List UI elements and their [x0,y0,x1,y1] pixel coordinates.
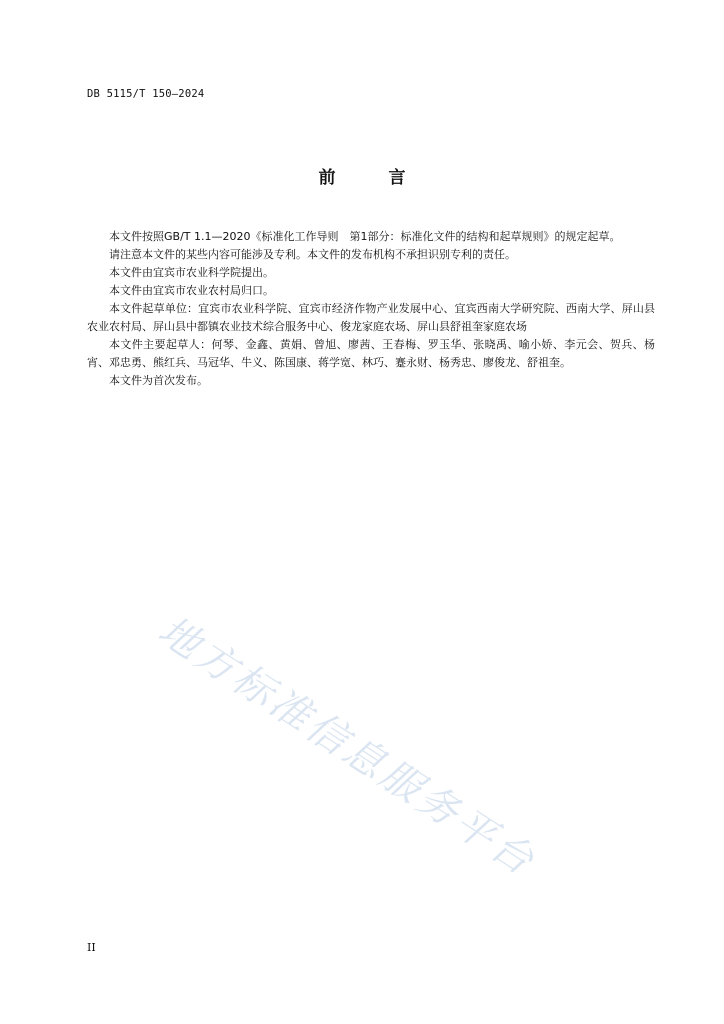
document-code: DB 5115/T 150—2024 [87,88,205,100]
section-title: 前 言 [318,168,424,188]
foreword-body [87,228,655,390]
page-number: II [87,941,96,954]
paragraph-patent-notice: 请注意本文件的某些内容可能涉及专利。本文件的发布机构不承担识别专利的责任。 [109,248,516,261]
paragraph-administrator: 本文件由宜宾市农业农村局归口。 [109,284,274,297]
paragraph-drafting-units: 本文件起草单位：宜宾市农业科学院、宜宾市经济作物产业发展中心、宜宾西南大学研究院、西南大学、屏山县农业农村局、屏山县中都镇农业技术综合服务中心、俊龙家庭农场、屏山县舒祖奎家庭农场 [87,302,655,333]
paragraph-first-release: 本文件为首次发布。 [109,374,208,387]
watermark: 地方标准信息服务平台 [150,607,545,886]
paragraph-proposer: 本文件由宜宾市农业科学院提出。 [109,266,274,279]
paragraph-drafting-rules: 本文件按照GB/T 1.1—2020《标准化工作导则 第1部分：标准化文件的结构和起草规则》的规定起草。 [109,230,621,243]
paragraph-drafters: 本文件主要起草人：何琴、金鑫、黄娟、曾旭、廖茜、王春梅、罗玉华、张晓禹、喻小娇、李元会、贺兵、杨宵、邓忠勇、熊红兵、马冠华、牛义、陈国康、蒋学宽、林巧、蹇永财、杨秀忠、廖俊龙、舒祖奎。 [87,338,655,369]
